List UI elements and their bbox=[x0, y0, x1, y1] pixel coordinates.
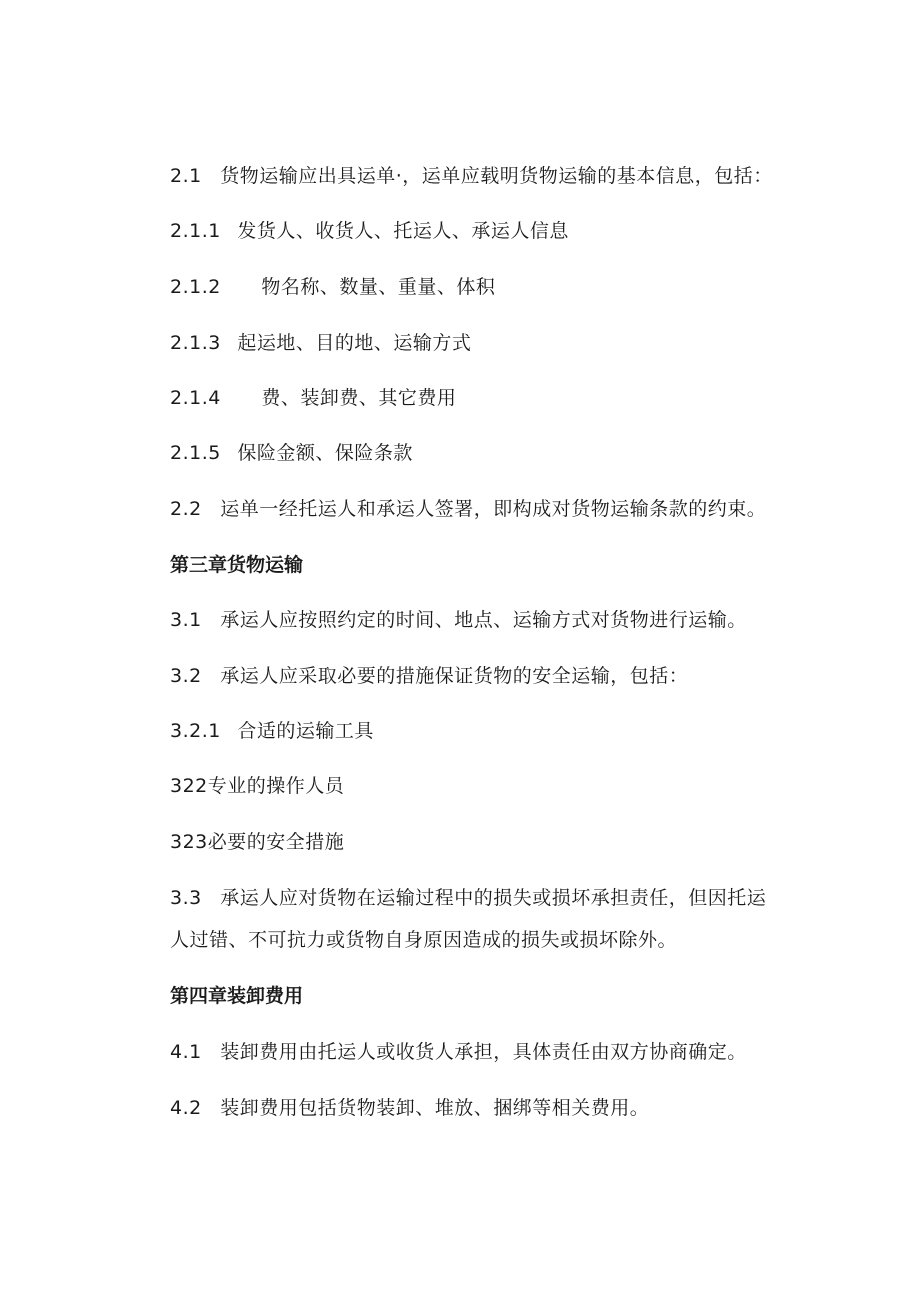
clause-text: 323必要的安全措施 bbox=[170, 831, 345, 853]
chapter-title: 第三章货物运输 bbox=[170, 554, 304, 576]
clause-2-1-5 bbox=[170, 441, 413, 465]
clause-text: 装卸费用包括货物装卸、堆放、捆绑等相关费用。 bbox=[220, 1097, 650, 1119]
clause-2-1 bbox=[170, 164, 773, 188]
clause-3-1 bbox=[170, 608, 747, 632]
clause-text: 保险金额、保险条款 bbox=[237, 442, 413, 464]
clause-number: 3.2 bbox=[170, 665, 202, 687]
clause-text: 322专业的操作人员 bbox=[170, 775, 345, 797]
chapter-3-heading bbox=[170, 553, 303, 577]
chapter-4-heading bbox=[170, 984, 303, 1008]
clause-text: 装卸费用由托运人或收货人承担，具体责任由双方协商确定。 bbox=[220, 1041, 747, 1063]
clause-number: 3.2.1 bbox=[170, 720, 221, 742]
clause-3-2-1 bbox=[170, 719, 374, 743]
clause-3-2-3 bbox=[170, 830, 344, 854]
clause-4-1 bbox=[170, 1040, 747, 1064]
clause-3-3-continued bbox=[170, 928, 790, 952]
clause-number: 3.1 bbox=[170, 609, 202, 631]
clause-text: 合适的运输工具 bbox=[237, 720, 374, 742]
clause-text: 承运人应采取必要的措施保证货物的安全运输，包括： bbox=[220, 665, 689, 687]
clause-3-2-2 bbox=[170, 774, 344, 798]
clause-text: 发货人、收货人、托运人、承运人信息 bbox=[237, 220, 569, 242]
chapter-title: 第四章装卸费用 bbox=[170, 985, 304, 1007]
clause-2-1-2 bbox=[170, 275, 495, 299]
clause-number: 2.1.4 bbox=[170, 387, 221, 409]
clause-4-2 bbox=[170, 1096, 649, 1120]
clause-number: 2.2 bbox=[170, 498, 202, 520]
clause-number: 2.1.3 bbox=[170, 332, 221, 354]
clause-number: 2.1.5 bbox=[170, 442, 221, 464]
clause-number: 2.1.1 bbox=[170, 220, 221, 242]
clause-text: 物名称、数量、重量、体积 bbox=[261, 276, 496, 298]
clause-3-2 bbox=[170, 664, 688, 688]
clause-text: 承运人应按照约定的时间、地点、运输方式对货物进行运输。 bbox=[220, 609, 747, 631]
clause-text: 承运人应对货物在运输过程中的损失或损坏承担责任，但因托运 bbox=[220, 887, 767, 909]
clause-number: 4.1 bbox=[170, 1041, 202, 1063]
clause-3-3 bbox=[170, 886, 790, 910]
clause-number: 4.2 bbox=[170, 1097, 202, 1119]
clause-number: 3.3 bbox=[170, 887, 202, 909]
clause-2-1-4 bbox=[170, 386, 456, 410]
clause-number: 2.1 bbox=[170, 165, 202, 187]
clause-number: 2.1.2 bbox=[170, 276, 221, 298]
clause-text: 费、装卸费、其它费用 bbox=[261, 387, 457, 409]
clause-2-1-1 bbox=[170, 219, 569, 243]
clause-text-continued: 人过错、不可抗力或货物自身原因造成的损失或损坏除外。 bbox=[170, 929, 678, 951]
clause-text: 运单一经托运人和承运人签署，即构成对货物运输条款的约束。 bbox=[220, 498, 767, 520]
clause-2-2 bbox=[170, 497, 766, 521]
clause-text: 货物运输应出具运单·，运单应载明货物运输的基本信息，包括： bbox=[220, 165, 773, 187]
clause-text: 起运地、目的地、运输方式 bbox=[237, 332, 472, 354]
clause-2-1-3 bbox=[170, 331, 471, 355]
